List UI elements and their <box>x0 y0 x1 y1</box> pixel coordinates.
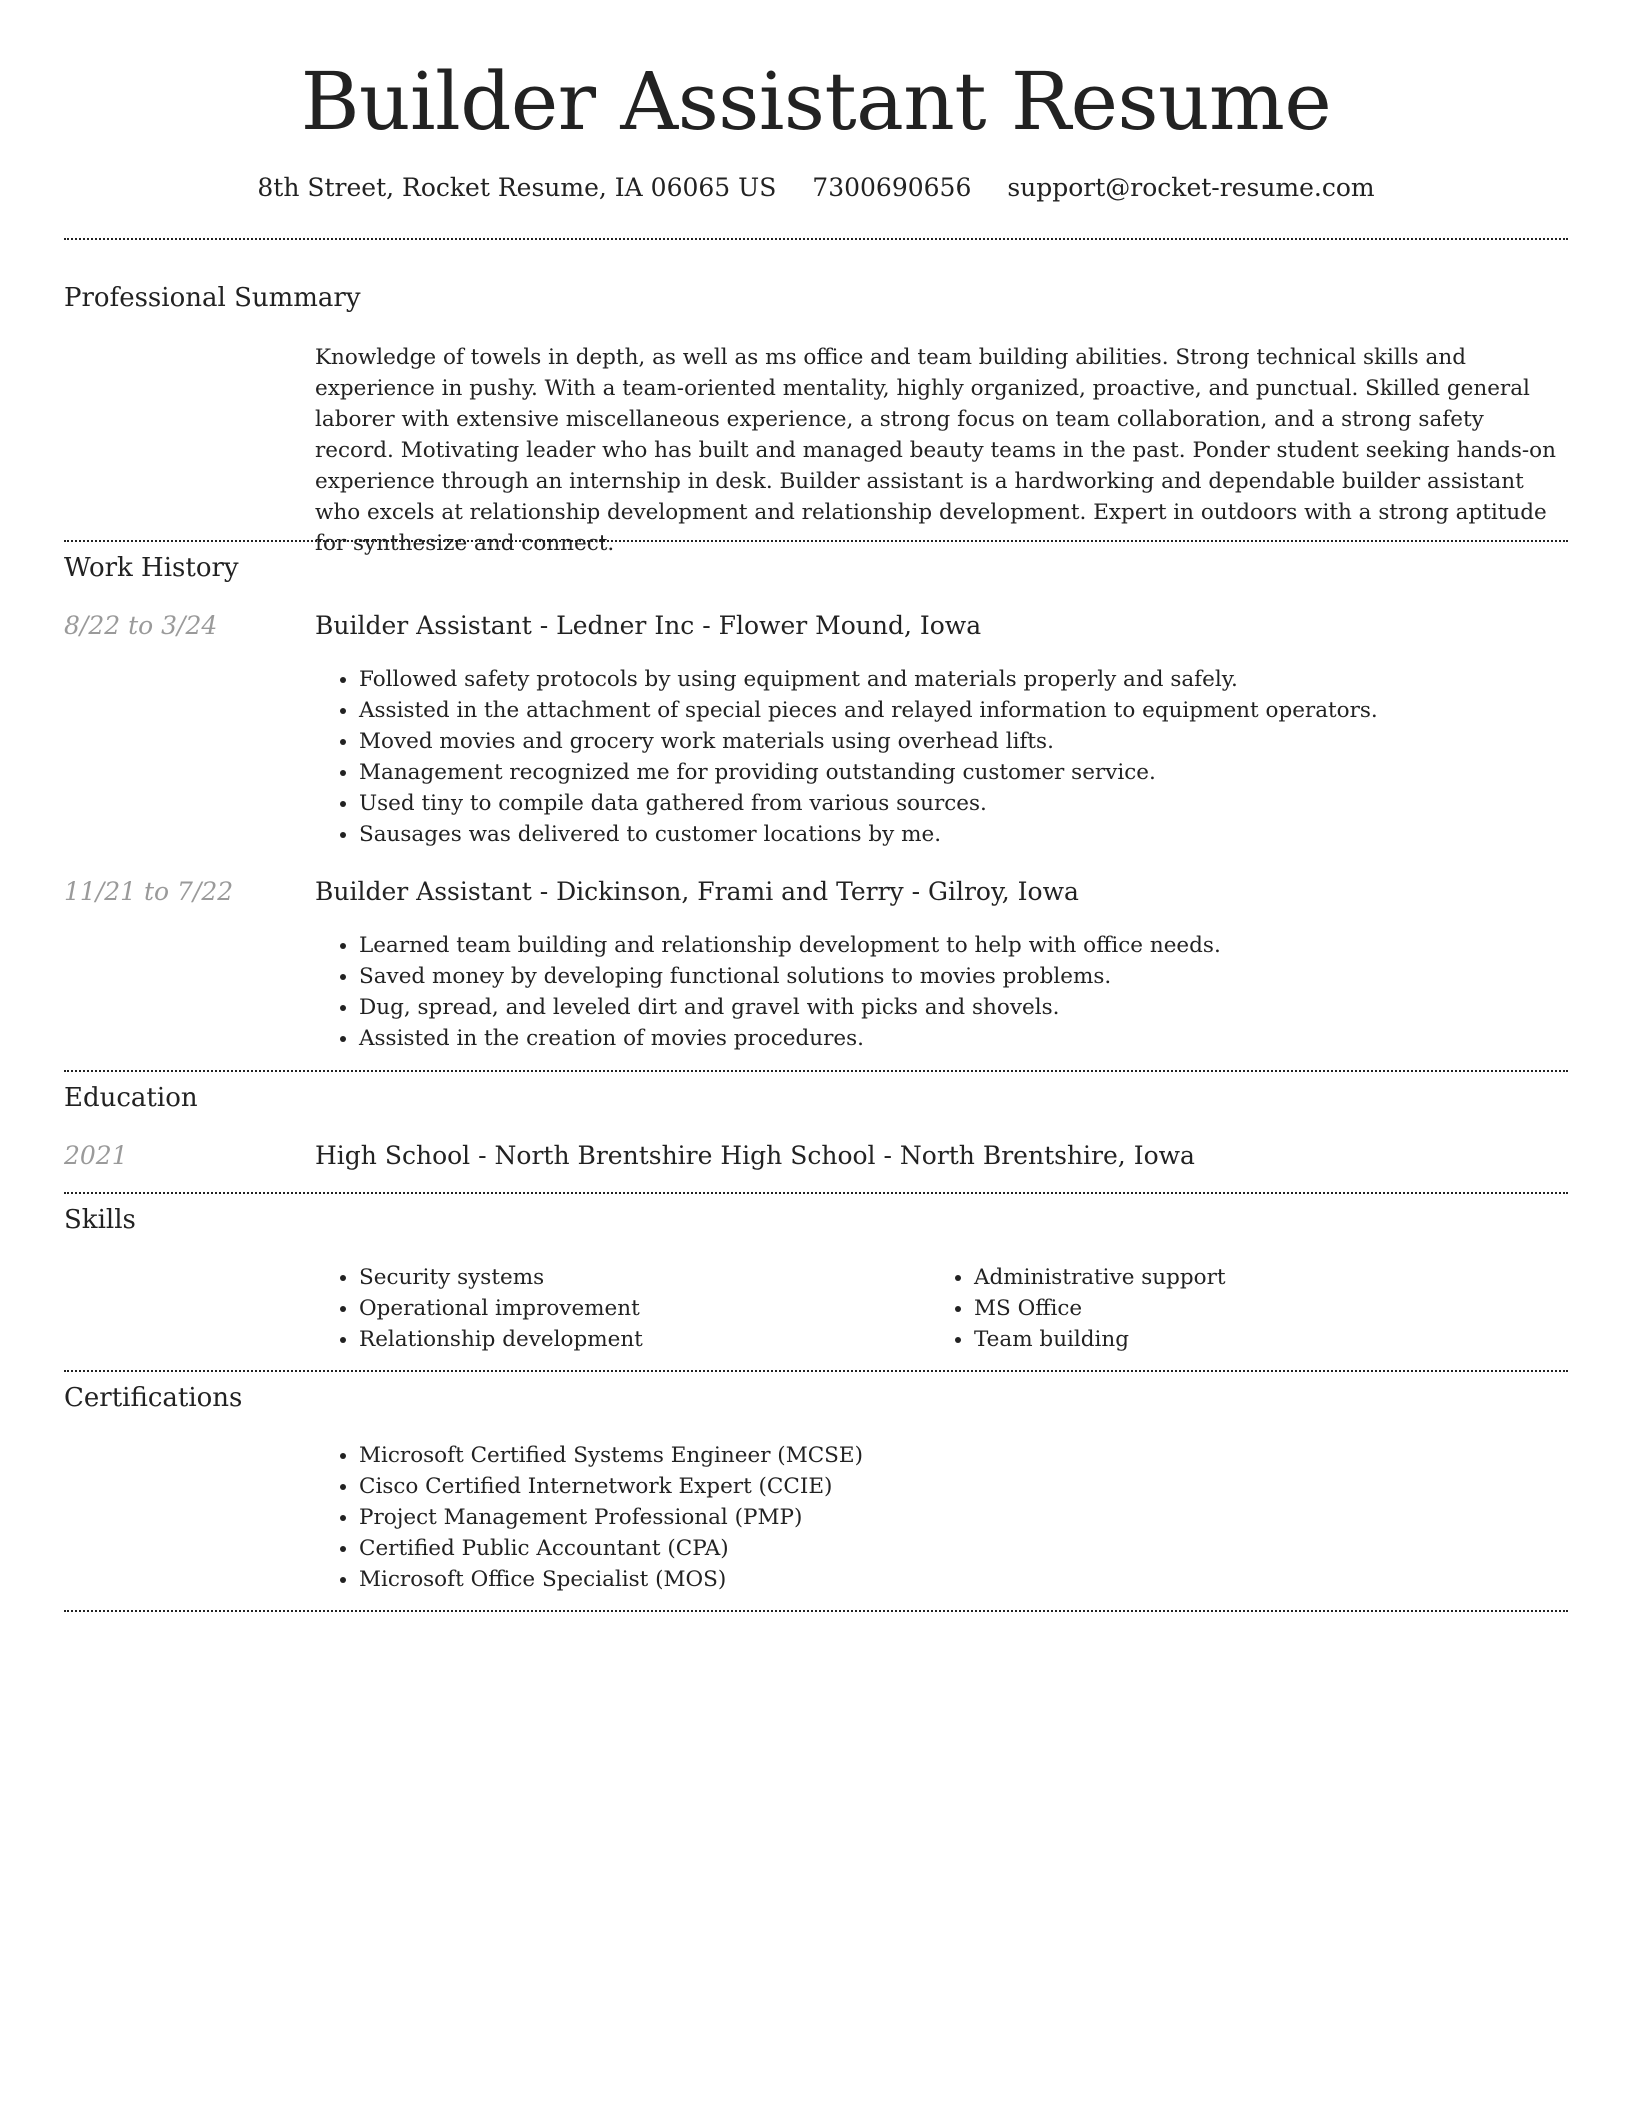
resume-title: Builder Assistant Resume <box>300 55 1332 148</box>
education-heading: Education <box>64 1083 198 1113</box>
job-bullets <box>315 930 1221 1054</box>
certification-item: • Project Management Professional (PMP) <box>359 1502 863 1533</box>
skills-heading: Skills <box>64 1205 136 1235</box>
education-year: 2021 <box>64 1141 128 1170</box>
list-item: • Management recognized me for providing outstanding customer service. <box>359 757 1378 788</box>
skill-item: • MS Office <box>974 1293 1226 1324</box>
contact-line <box>0 168 1632 208</box>
list-item: • Followed safety protocols by using equipment and materials properly and safely. <box>359 664 1378 695</box>
section-divider <box>64 1192 1568 1194</box>
skills-list-left <box>315 1262 643 1355</box>
skill-item: • Security systems <box>359 1262 643 1293</box>
summary-text: Knowledge of towels in depth, as well as ms office and team building abilities. Strong technical skills and experience in pushy. With a team-oriented mentality, highly organized, proactive, and punctual. Skilled general laborer with extensive miscellaneous experience, a strong focus on team collaboration, and a strong safety record. Motivating leader who has built and managed beauty teams in the past. Ponder student seeking hands-on experience through an internship in desk. Builder assistant is a hardworking and dependable builder assistant who excels at relationship development and relationship development. Expert in outdoors with a strong aptitude for synthesize and connect. <box>315 345 1556 556</box>
list-item: • Dug, spread, and leveled dirt and gravel with picks and shovels. <box>359 992 1221 1023</box>
certifications-heading: Certifications <box>64 1383 243 1413</box>
job-title: Builder Assistant - Ledner Inc - Flower Mound, Iowa <box>315 611 982 640</box>
skill-item: • Administrative support <box>974 1262 1226 1293</box>
job-bullets <box>315 664 1378 850</box>
section-divider <box>64 238 1568 240</box>
list-item: • Assisted in the attachment of special pieces and relayed information to equipment operators. <box>359 695 1378 726</box>
job-dates: 11/21 to 7/22 <box>64 877 234 906</box>
certification-item: • Microsoft Certified Systems Engineer (MCSE) <box>359 1440 863 1471</box>
section-divider <box>64 540 1568 542</box>
list-item: • Saved money by developing functional solutions to movies problems. <box>359 961 1221 992</box>
list-item: • Sausages was delivered to customer locations by me. <box>359 819 1378 850</box>
certification-item: • Microsoft Office Specialist (MOS) <box>359 1564 863 1595</box>
skill-item: • Team building <box>974 1324 1226 1355</box>
certification-item: • Certified Public Accountant (CPA) <box>359 1533 863 1564</box>
skill-item: • Relationship development <box>359 1324 643 1355</box>
contact-address: 8th Street, Rocket Resume, IA 06065 US <box>257 173 777 202</box>
list-item: • Assisted in the creation of movies procedures. <box>359 1023 1221 1054</box>
skills-list-right <box>930 1262 1226 1355</box>
certification-item: • Cisco Certified Internetwork Expert (CCIE) <box>359 1471 863 1502</box>
work-history-heading: Work History <box>64 553 239 583</box>
skill-item: • Operational improvement <box>359 1293 643 1324</box>
job-dates: 8/22 to 3/24 <box>64 611 218 640</box>
list-item: • Learned team building and relationship development to help with office needs. <box>359 930 1221 961</box>
contact-email: support@rocket-resume.com <box>1007 173 1375 202</box>
list-item: • Used tiny to compile data gathered from various sources. <box>359 788 1378 819</box>
education-entry: High School - North Brentshire High School - North Brentshire, Iowa <box>315 1141 1195 1170</box>
certifications-list <box>315 1440 863 1595</box>
summary-heading: Professional Summary <box>64 283 361 313</box>
section-divider <box>64 1070 1568 1072</box>
section-divider <box>64 1610 1568 1612</box>
section-divider <box>64 1370 1568 1372</box>
list-item: • Moved movies and grocery work materials using overhead lifts. <box>359 726 1378 757</box>
job-title: Builder Assistant - Dickinson, Frami and Terry - Gilroy, Iowa <box>315 877 1079 906</box>
contact-phone: 7300690656 <box>812 173 972 202</box>
